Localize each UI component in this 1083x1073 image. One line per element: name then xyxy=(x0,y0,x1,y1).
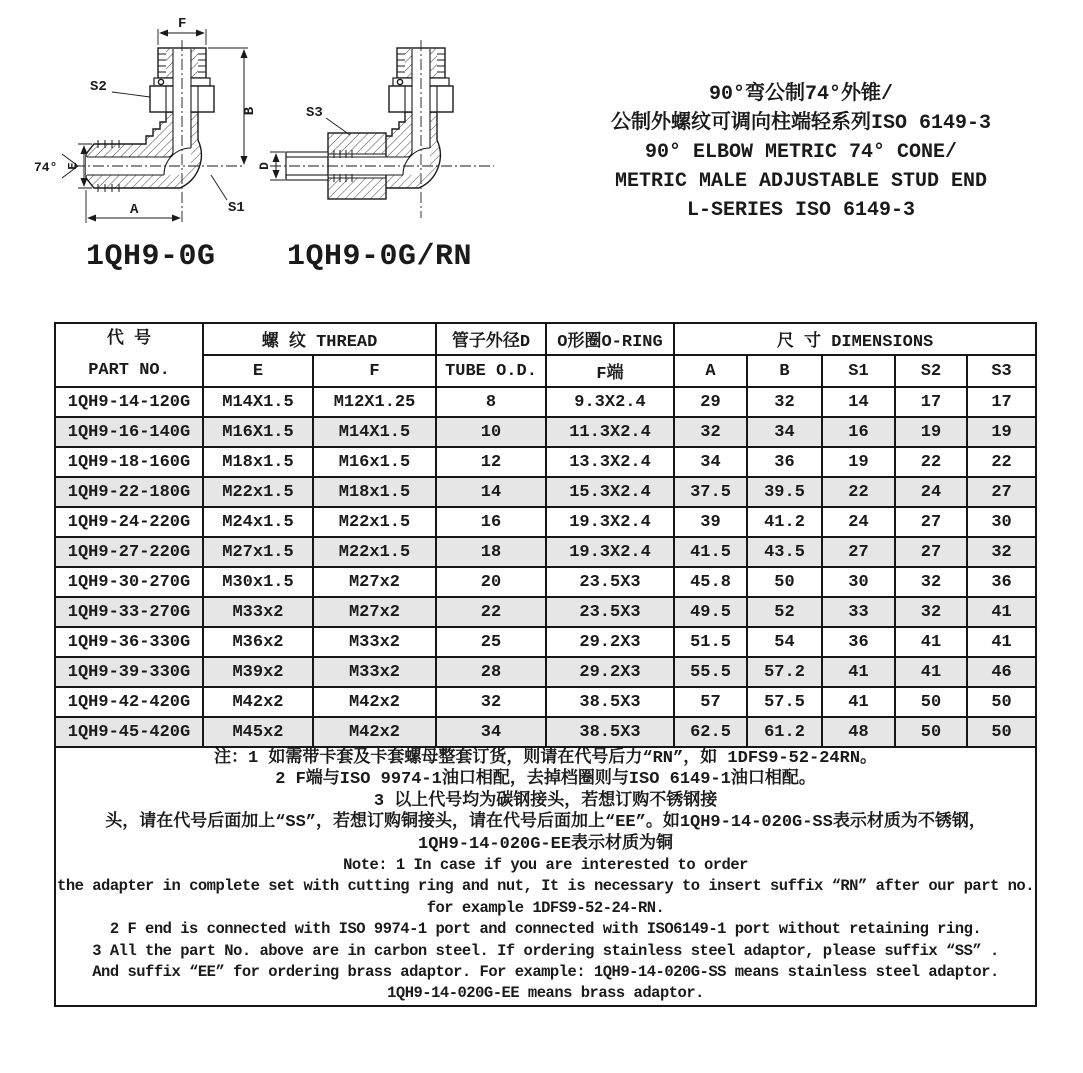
note-line-zh: 3 以上代号均为碳钢接头，若想订购不锈钢接 xyxy=(373,791,718,811)
dim-label-f: F xyxy=(178,16,187,32)
col-group-thread: 螺 纹 THREAD xyxy=(203,323,436,355)
dim-label-a: A xyxy=(130,202,139,218)
col-header-part-no-zh: 代 号 xyxy=(106,330,152,349)
cell-value: 27 xyxy=(822,537,895,567)
cell-value: 27 xyxy=(895,507,967,537)
table-row xyxy=(55,657,1036,687)
cell-value: 23.5X3 xyxy=(546,597,674,627)
cell-value: 36 xyxy=(967,567,1036,597)
cell-value: 12 xyxy=(436,447,546,477)
cell-value: 32 xyxy=(674,417,747,447)
spec-table xyxy=(54,322,1037,1007)
cell-value: 36 xyxy=(822,627,895,657)
col-header-f: F xyxy=(313,355,436,387)
cell-value: 61.2 xyxy=(747,717,822,747)
cell-value: 19 xyxy=(895,417,967,447)
tube-wall-top xyxy=(286,152,328,157)
cell-value: 41 xyxy=(822,657,895,687)
cell-value: M16x1.5 xyxy=(313,447,436,477)
cell-value: M33x2 xyxy=(313,657,436,687)
cell-value: 46 xyxy=(967,657,1036,687)
cell-value: 17 xyxy=(967,387,1036,417)
drawing-elbow-stud-end xyxy=(32,16,270,244)
cell-value: 45.8 xyxy=(674,567,747,597)
cell-value: M27x2 xyxy=(313,597,436,627)
cell-value: M27x2 xyxy=(313,567,436,597)
cell-value: 37.5 xyxy=(674,477,747,507)
title-line-zh-2: 公制外螺纹可调向柱端轻系列ISO 6149-3 xyxy=(610,112,992,135)
model-code-left: 1QH9-0G xyxy=(86,240,216,274)
table-row xyxy=(55,417,1036,447)
col-header-e: E xyxy=(203,355,313,387)
cell-value: 15.3X2.4 xyxy=(546,477,674,507)
title-block xyxy=(545,80,1057,225)
cell-value: 23.5X3 xyxy=(546,567,674,597)
note-line-en: for example 1DFS9-52-24-RN. xyxy=(426,898,665,917)
dim-label-s2: S2 xyxy=(90,79,107,95)
table-row xyxy=(55,447,1036,477)
table-row xyxy=(55,537,1036,567)
note-line-en: 1QH9-14-020G-EE means brass adaptor. xyxy=(387,984,704,1003)
cell-value: 48 xyxy=(822,717,895,747)
cell-value: 8 xyxy=(436,387,546,417)
notes-en xyxy=(56,855,1035,1005)
cell-part-no: 1QH9-18-160G xyxy=(55,447,203,477)
cell-value: 62.5 xyxy=(674,717,747,747)
table-row xyxy=(55,717,1036,747)
cell-value: 29.2X3 xyxy=(546,657,674,687)
note-line-zh: 注：1 如需带卡套及卡套螺母整套订货，则请在代号后力“RN”，如 1DFS9-52-24RN。 xyxy=(214,749,878,768)
cell-value: 41.2 xyxy=(747,507,822,537)
cell-value: M39x2 xyxy=(203,657,313,687)
cell-value: 22 xyxy=(822,477,895,507)
tube-wall-bottom xyxy=(286,175,328,180)
cell-value: M14X1.5 xyxy=(203,387,313,417)
col-header-f-end: F端 xyxy=(546,355,674,387)
cell-value: 27 xyxy=(895,537,967,567)
cell-value: 34 xyxy=(674,447,747,477)
dim-label-d: D xyxy=(257,162,272,170)
note-line-zh: 1QH9-14-020G-EE表示材质为铜 xyxy=(418,834,674,854)
cell-value: M18x1.5 xyxy=(313,477,436,507)
cell-value: 32 xyxy=(747,387,822,417)
cell-value: 22 xyxy=(436,597,546,627)
cell-part-no: 1QH9-22-180G xyxy=(55,477,203,507)
cell-value: 9.3X2.4 xyxy=(546,387,674,417)
cell-part-no: 1QH9-27-220G xyxy=(55,537,203,567)
cell-part-no: 1QH9-24-220G xyxy=(55,507,203,537)
cell-value: 52 xyxy=(747,597,822,627)
table-body xyxy=(55,387,1036,747)
col-header-dim-b: B xyxy=(747,355,822,387)
cell-value: 19 xyxy=(822,447,895,477)
cell-value: 24 xyxy=(822,507,895,537)
cell-value: 32 xyxy=(895,597,967,627)
cell-value: 49.5 xyxy=(674,597,747,627)
cell-value: M42x2 xyxy=(203,687,313,717)
cell-value: 32 xyxy=(436,687,546,717)
cell-value: 50 xyxy=(967,717,1036,747)
cell-value: 29.2X3 xyxy=(546,627,674,657)
cell-value: M45x2 xyxy=(203,717,313,747)
cell-value: 34 xyxy=(436,717,546,747)
cell-value: 41 xyxy=(895,627,967,657)
table-row xyxy=(55,567,1036,597)
note-line-en: the adapter in complete set with cutting ring and nut, It is necessary to insert suffix “RN” after our part no. xyxy=(57,877,1035,896)
cell-part-no: 1QH9-39-330G xyxy=(55,657,203,687)
model-code-right: 1QH9-0G/RN xyxy=(287,240,473,274)
cell-value: 50 xyxy=(895,717,967,747)
col-header-tube-od-en: TUBE O.D. xyxy=(436,355,546,387)
cell-value: 32 xyxy=(895,567,967,597)
notes-cell xyxy=(55,747,1036,1006)
cell-value: M22x1.5 xyxy=(313,507,436,537)
cell-value: M14X1.5 xyxy=(313,417,436,447)
cell-value: M33x2 xyxy=(203,597,313,627)
note-line-en: And suffix “EE” for ordering brass adaptor. For example: 1QH9-14-020G-SS means stainless steel adaptor. xyxy=(92,963,999,982)
cell-value: 41 xyxy=(967,627,1036,657)
cell-value: M24x1.5 xyxy=(203,507,313,537)
dim-label-e: E xyxy=(66,162,80,170)
cell-value: 22 xyxy=(895,447,967,477)
col-header-oring-zh: O形圈O-RING xyxy=(546,323,674,355)
cell-part-no: 1QH9-14-120G xyxy=(55,387,203,417)
cell-value: 50 xyxy=(895,687,967,717)
cell-value: 41.5 xyxy=(674,537,747,567)
cell-value: 19 xyxy=(967,417,1036,447)
cell-value: M33x2 xyxy=(313,627,436,657)
cell-value: 13.3X2.4 xyxy=(546,447,674,477)
cell-value: M30x1.5 xyxy=(203,567,313,597)
col-header-part-no-en: PART NO. xyxy=(88,361,170,380)
cell-value: 39.5 xyxy=(747,477,822,507)
cell-part-no: 1QH9-45-420G xyxy=(55,717,203,747)
table-row xyxy=(55,597,1036,627)
col-group-dimensions: 尺 寸 DIMENSIONS xyxy=(674,323,1036,355)
cell-value: M27x1.5 xyxy=(203,537,313,567)
table-row xyxy=(55,627,1036,657)
cell-value: 19.3X2.4 xyxy=(546,537,674,567)
cell-value: 50 xyxy=(747,567,822,597)
cell-value: 18 xyxy=(436,537,546,567)
cell-value: 25 xyxy=(436,627,546,657)
cell-value: 39 xyxy=(674,507,747,537)
cell-value: 36 xyxy=(747,447,822,477)
cell-value: 19.3X2.4 xyxy=(546,507,674,537)
cell-value: 20 xyxy=(436,567,546,597)
cell-value: M18x1.5 xyxy=(203,447,313,477)
cell-value: M22x1.5 xyxy=(313,537,436,567)
cell-part-no: 1QH9-16-140G xyxy=(55,417,203,447)
table-row xyxy=(55,507,1036,537)
cell-value: 41 xyxy=(967,597,1036,627)
dim-label-b: B xyxy=(242,106,258,116)
cell-value: 28 xyxy=(436,657,546,687)
note-line-zh: 头，请在代号后面加上“SS”，若想订购铜接头，请在代号后面加上“EE”。如1QH9-14-020G-SS表示材质为不锈钢， xyxy=(105,813,986,833)
cell-value: 57.2 xyxy=(747,657,822,687)
col-header-dim-s1: S1 xyxy=(822,355,895,387)
cell-value: 51.5 xyxy=(674,627,747,657)
cell-value: M42x2 xyxy=(313,687,436,717)
title-line-en-2: METRIC MALE ADJUSTABLE STUD END xyxy=(614,170,988,193)
title-line-en-3: L-SERIES ISO 6149-3 xyxy=(686,199,916,222)
cell-value: 43.5 xyxy=(747,537,822,567)
table-row xyxy=(55,477,1036,507)
note-line-en: 2 F end is connected with ISO 9974-1 port and connected with ISO6149-1 port without retaining ring. xyxy=(109,920,982,939)
cell-value: 33 xyxy=(822,597,895,627)
cell-value: 54 xyxy=(747,627,822,657)
note-line-zh: 2 F端与ISO 9974-1油口相配，去掉档圈则与ISO 6149-1油口相配。 xyxy=(275,770,816,790)
col-header-part-no xyxy=(55,323,203,387)
cell-value: 30 xyxy=(822,567,895,597)
cell-value: 38.5X3 xyxy=(546,687,674,717)
cell-value: 16 xyxy=(436,507,546,537)
cell-value: 41 xyxy=(895,657,967,687)
title-line-zh-1: 90°弯公制74°外锥/ xyxy=(708,83,893,106)
cell-value: 34 xyxy=(747,417,822,447)
dim-label-s3: S3 xyxy=(306,105,323,121)
cell-value: 32 xyxy=(967,537,1036,567)
cell-part-no: 1QH9-30-270G xyxy=(55,567,203,597)
cell-value: M42x2 xyxy=(313,717,436,747)
cell-value: 27 xyxy=(967,477,1036,507)
cell-value: M22x1.5 xyxy=(203,477,313,507)
cell-value: 22 xyxy=(967,447,1036,477)
cell-value: 57.5 xyxy=(747,687,822,717)
dim-label-s1: S1 xyxy=(228,200,245,216)
cell-value: 57 xyxy=(674,687,747,717)
cell-value: M12X1.25 xyxy=(313,387,436,417)
cell-value: 16 xyxy=(822,417,895,447)
col-header-dim-s3: S3 xyxy=(967,355,1036,387)
col-header-dim-a: A xyxy=(674,355,747,387)
cell-part-no: 1QH9-36-330G xyxy=(55,627,203,657)
cell-value: M16X1.5 xyxy=(203,417,313,447)
drawing-elbow-with-nut xyxy=(256,16,508,244)
cell-value: 24 xyxy=(895,477,967,507)
cell-value: 10 xyxy=(436,417,546,447)
cell-value: M36x2 xyxy=(203,627,313,657)
table-row xyxy=(55,687,1036,717)
cell-value: 50 xyxy=(967,687,1036,717)
note-line-en: Note: 1 In case if you are interested to order xyxy=(343,856,748,875)
cell-value: 29 xyxy=(674,387,747,417)
title-line-en-1: 90° ELBOW METRIC 74° CONE/ xyxy=(644,141,958,164)
cell-value: 14 xyxy=(822,387,895,417)
cone-angle-label: 74° xyxy=(34,160,58,175)
cell-value: 17 xyxy=(895,387,967,417)
cell-value: 38.5X3 xyxy=(546,717,674,747)
table-row xyxy=(55,387,1036,417)
cell-value: 30 xyxy=(967,507,1036,537)
cell-part-no: 1QH9-33-270G xyxy=(55,597,203,627)
cell-part-no: 1QH9-42-420G xyxy=(55,687,203,717)
cell-value: 14 xyxy=(436,477,546,507)
cell-value: 41 xyxy=(822,687,895,717)
cell-value: 11.3X2.4 xyxy=(546,417,674,447)
cell-value: 55.5 xyxy=(674,657,747,687)
col-header-dim-s2: S2 xyxy=(895,355,967,387)
note-line-en: 3 All the part No. above are in carbon steel. If ordering stainless steel adaptor, please suffix “SS” . xyxy=(92,941,999,960)
notes-zh xyxy=(56,748,1035,855)
col-header-tube-od-zh: 管子外径D xyxy=(436,323,546,355)
